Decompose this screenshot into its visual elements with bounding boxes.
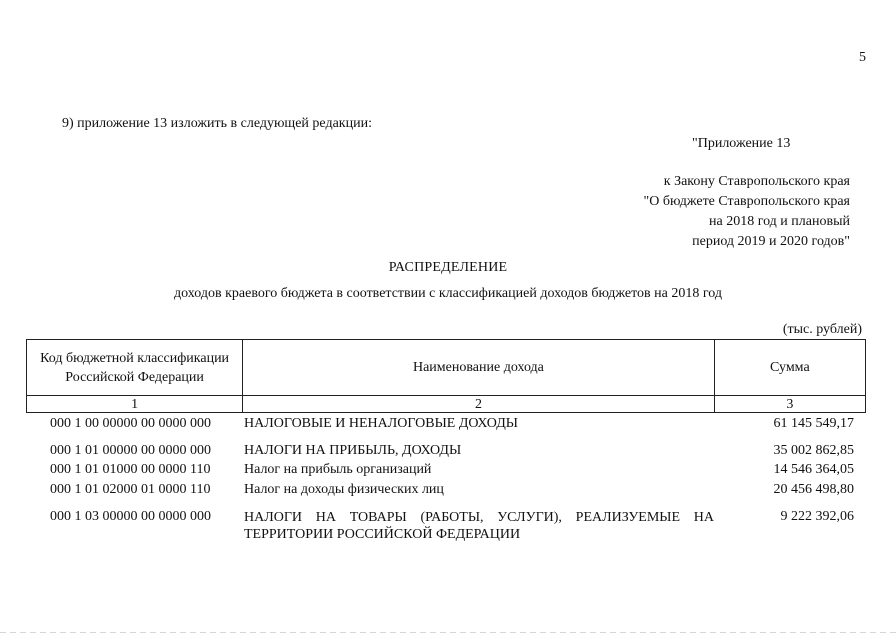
header-code: Код бюджетной классификации Российской Федерации [27,340,243,396]
document-subheading: доходов краевого бюджета в соответствии с классификацией доходов бюджетов на 2018 год [174,286,722,301]
row-code: 000 1 03 00000 00 0000 000 [50,509,211,524]
column-number: 1 [27,396,243,413]
appendix-title: "Приложение 13 [692,136,791,151]
row-name: НАЛОГОВЫЕ И НЕНАЛОГОВЫЕ ДОХОДЫ [244,416,518,431]
row-sum: 14 546 364,05 [773,462,854,477]
row-name: НАЛОГИ НА ПРИБЫЛЬ, ДОХОДЫ [244,443,462,458]
scan-artifact-line [0,632,896,633]
header-name: Наименование дохода [243,340,715,396]
income-table [26,339,866,413]
column-number: 3 [714,396,865,413]
header-sum: Сумма [714,340,865,396]
units-label: (тыс. рублей) [782,322,862,337]
law-reference-line: период 2019 и 2020 годов" [692,234,850,249]
page-number: 5 [859,50,866,65]
document-heading: РАСПРЕДЕЛЕНИЕ [388,260,508,275]
row-name: Налог на доходы физических лиц [244,482,444,497]
row-name: НАЛОГИ НА ТОВАРЫ (РАБОТЫ, УСЛУГИ), РЕАЛИЗУЕМЫЕ НА ТЕРРИТОРИИ РОССИЙСКОЙ ФЕДЕРАЦИИ [244,510,714,542]
row-name: Налог на прибыль организаций [244,462,432,477]
row-sum: 61 145 549,17 [773,416,854,431]
row-sum: 20 456 498,80 [773,482,854,497]
row-code: 000 1 00 00000 00 0000 000 [50,416,211,431]
column-number: 2 [243,396,715,413]
row-code: 000 1 01 02000 01 0000 110 [50,482,211,497]
row-sum: 35 002 862,85 [773,443,854,458]
amendment-instruction: 9) приложение 13 изложить в следующей редакции: [62,116,372,131]
law-reference-line: на 2018 год и плановый [708,214,850,229]
law-reference-line: к Закону Ставропольского края [663,174,850,189]
row-code: 000 1 01 00000 00 0000 000 [50,443,211,458]
table-header-row [27,340,866,396]
row-sum: 9 222 392,06 [780,509,854,524]
column-number-row [27,396,866,413]
row-code: 000 1 01 01000 00 0000 110 [50,462,211,477]
law-reference-block [550,172,850,252]
law-reference-line: "О бюджете Ставропольского края [643,194,850,209]
